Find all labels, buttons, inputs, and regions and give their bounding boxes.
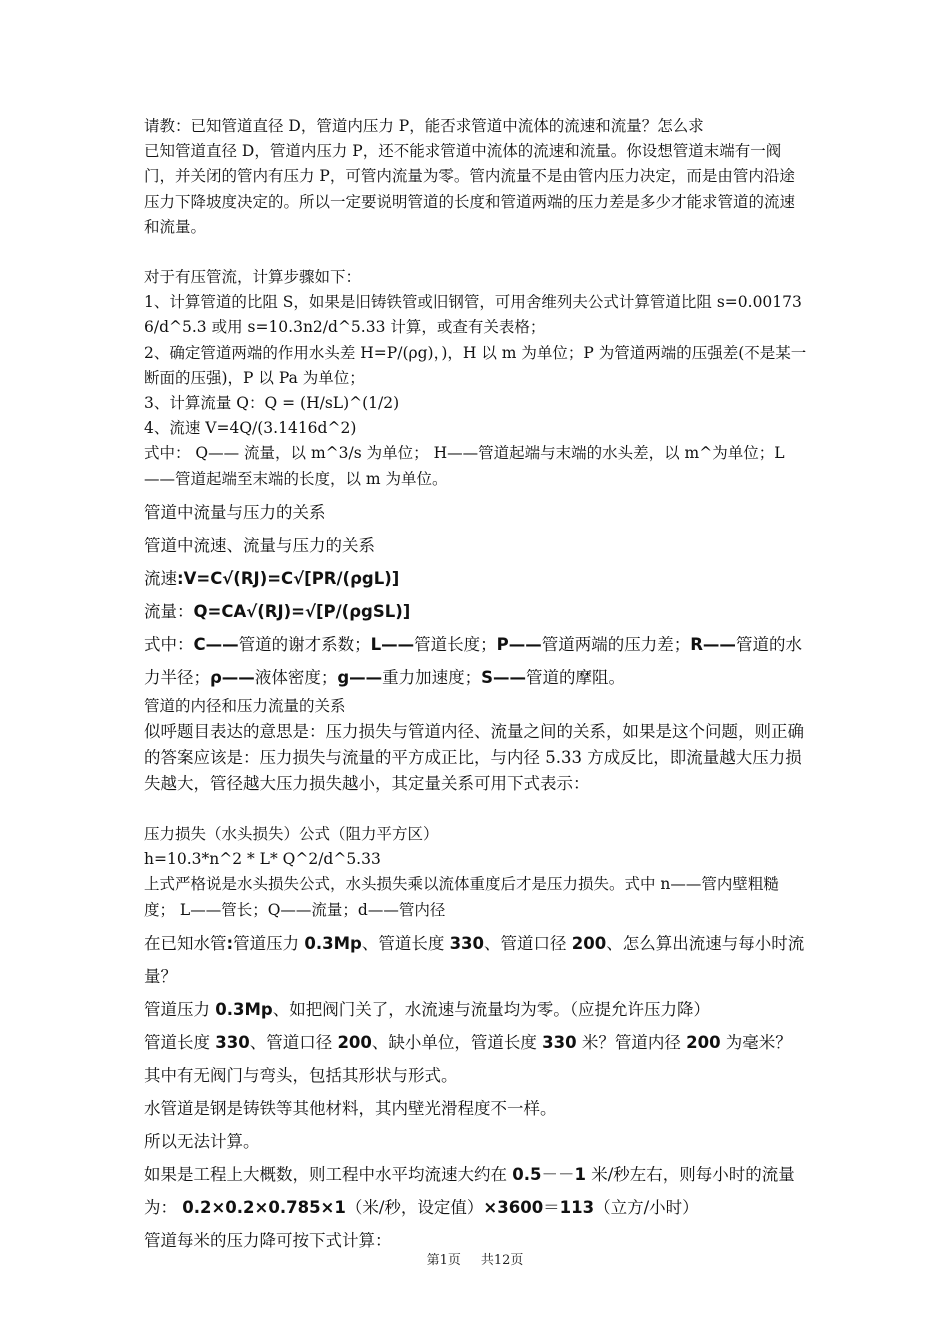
text: 如果是工程上大概数，则工程中水平均流速大约在 [144,1164,513,1184]
symbol-definitions [144,628,809,694]
text-bold: 0.2×0.2×0.785×1 [182,1197,346,1217]
inner-diameter-text: 似呼题目表达的意思是：压力损失与管道内径、流量之间的关系，如果是这个问题，则正确的答案应该是：压力损失与流量的平方成正比，与内径 5.33 方成反比，即流量越大压力损失越大，管径越大压力损失越小，其定量关系可用下式表示： [144,722,804,794]
symbol-rho: ρ—— [210,667,255,687]
symbol-c-desc: 管道的谢才系数； [238,634,371,654]
text-bold: 200 [571,933,607,953]
text-bold: 200 [686,1032,721,1052]
symbol-s-desc: 管道的摩阻。 [526,667,626,687]
text-bold: 330 [215,1032,250,1052]
text-bold: 0.5 [512,1164,542,1184]
symbol-s: S—— [481,667,527,687]
text: 、管道口径 [249,1032,338,1052]
text: 、如把阀门关了，水流速与流量均为零。（应提允许压力降） [272,999,710,1019]
heading-flow-pressure: 管道中流量与压力的关系 [144,502,326,522]
document-page [144,114,809,1257]
velocity-label: 流速 [144,568,177,588]
heading-velocity-flow-pressure: 管道中流速、流量与压力的关系 [144,535,375,555]
text-bold: 1 [574,1164,586,1184]
example-answer-6 [144,1158,809,1224]
page-total: 共12页 [480,1253,524,1268]
text-bold: 113 [559,1197,595,1217]
symbol-c: C—— [193,634,239,654]
loss-formula: h=10.3*n^2 * L* Q^2/d^5.33 [144,850,381,869]
answer-paragraph: 已知管道直径 D，管道内压力 P，还不能求管道中流体的流速和流量。你设想管道末端有一阀门，并关闭的管内有压力 P，可管内流量为零。管内流量不是由管内压力决定，而是由管内沿途压力下降坡度决定的。所以一定要说明管道的长度和管道两端的压力差是多少才能求管道的流速和流量。 [144,142,796,236]
flow-formula: Q=CA√(RJ)=√[P/(ρgSL)] [193,601,411,621]
flow-formula-line [144,595,809,628]
symbol-r-desc: 管道的水力半径； [144,634,802,687]
page-number: 第1页 [426,1253,461,1268]
text: 管道压力 [233,933,305,953]
symbol-l: L—— [370,634,415,654]
flow-label: 流量： [144,601,194,621]
example-answer-5: 所以无法计算。 [144,1131,260,1151]
text: 、缺小单位，管道长度 [371,1032,543,1052]
text: 、管道口径 [484,933,572,953]
text-bold: 200 [337,1032,372,1052]
text: 米/秒左右，则每小时的流量为： [144,1164,795,1217]
spacer [144,797,809,822]
symbol-rho-desc: 液体密度； [254,667,338,687]
example-answer-7: 管道每米的压力降可按下式计算： [144,1230,392,1250]
symbol-l-desc: 管道长度； [414,634,497,654]
text: 米？管道内径 [576,1032,687,1052]
text: （立方/小时） [594,1197,699,1217]
text: ＝ [543,1197,560,1217]
question-title: 请教：已知管道直径 D，管道内压力 P，能否求管道中流体的流速和流量？怎么求 [144,117,704,135]
example-answer-2 [144,1026,809,1059]
loss-description: 上式严格说是水头损失公式，水头损失乘以流体重度后才是压力损失。式中 n——管内壁粗糙度； L——管长；Q——流量；d——管内径 [144,875,779,919]
text: 管道压力 [144,999,216,1019]
step-3: 3、计算流量 Q：Q = (H/sL)^(1/2) [144,394,400,413]
symbol-g: g—— [337,667,383,687]
symbol-prefix: 式中： [144,634,194,654]
velocity-formula: :V=C√(RJ)=C√[PR/(ρgL)] [177,568,400,588]
step-4: 4、流速 V=4Q/(3.1416d^2) [144,419,357,438]
example-question [144,927,809,993]
text: （米/秒，设定值） [345,1197,484,1217]
loss-title: 压力损失（水头损失）公式（阻力平方区） [144,825,439,844]
symbol-p: P—— [496,634,542,654]
text-bold: 0.3Mp [215,999,273,1019]
steps-intro: 对于有压管流，计算步骤如下： [144,268,362,287]
text: 为毫米？ [720,1032,792,1052]
step-notes: 式中： Q—— 流量，以 m^3/s 为单位； H——管道起端与末端的水头差，以 m^为单位；L——管道起端至末端的长度，以 m 为单位。 [144,444,785,488]
text: －－ [541,1164,575,1184]
example-answer-4: 水管道是钢是铸铁等其他材料，其内壁光滑程度不一样。 [144,1098,557,1118]
symbol-p-desc: 管道两端的压力差； [541,634,691,654]
text-bold: 330 [449,933,485,953]
page-footer [0,1249,950,1268]
text-bold: : [226,933,234,953]
text: 管道长度 [144,1032,216,1052]
example-answer-3: 其中有无阀门与弯头，包括其形状与形式。 [144,1065,458,1085]
text: 、怎么算出流速与每小时流量？ [144,933,805,986]
spacer [144,240,809,265]
step-1: 1、计算管道的比阻 S，如果是旧铸铁管或旧钢管，可用舍维列夫公式计算管道比阻 s=0.001736/d^5.3 或用 s=10.3n2/d^5.33 计算，或查有关表格； [144,293,802,337]
symbol-g-desc: 重力加速度； [382,667,482,687]
text: 、管道长度 [361,933,450,953]
text: 在已知水管 [144,933,227,953]
heading-inner-diameter: 管道的内径和压力流量的关系 [144,696,346,715]
velocity-formula-line [144,562,809,595]
example-answer-1 [144,993,809,1026]
text-bold: 0.3Mp [304,933,362,953]
symbol-r: R—— [690,634,736,654]
text-bold: 330 [542,1032,577,1052]
step-2: 2、确定管道两端的作用水头差 H=P/(ρg)，)，H 以 m 为单位；P 为管道两端的压强差(不是某一断面的压强)，P 以 Pa 为单位； [144,343,807,387]
text-bold: ×3600 [483,1197,544,1217]
